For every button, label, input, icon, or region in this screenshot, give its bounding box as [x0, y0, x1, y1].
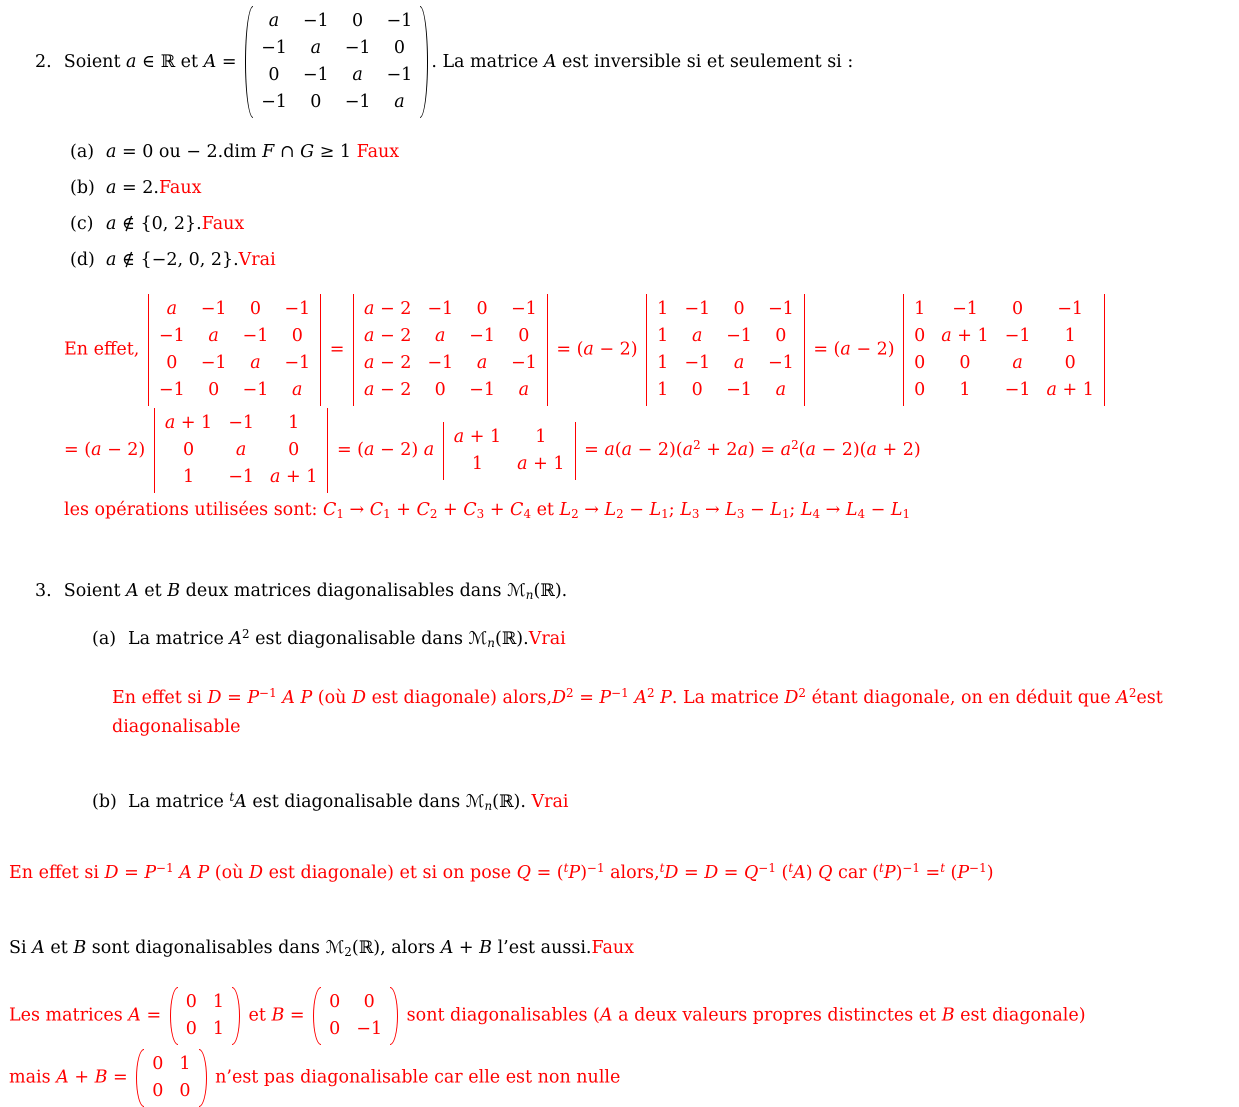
determinant [903, 294, 1105, 406]
matrix-cell: 0 [393, 38, 405, 58]
explanation-3a: En effet si $D = P^{-1}$ A P (où D est diagonale) $alors,D^2 = P^{-1}$ $A^2$ P. La matrice $D^2$ étant diagonale, on en déduit que $A^2est$ diagonalisable [112, 686, 1163, 737]
paren-right-icon [199, 1049, 207, 1107]
matrix-cell: a [292, 380, 303, 400]
matrix-cell: a [268, 11, 280, 31]
det-bar-left-icon [148, 294, 149, 406]
matrix-cell: a [1012, 353, 1023, 373]
matrix-cell: 0 [1064, 353, 1076, 373]
option-d-label: (d) [70, 250, 95, 270]
option-d-text: a ∉ {−2, 0, 2}.Vrai [106, 250, 276, 270]
matrix-cell: 0 [518, 326, 530, 346]
matrix-cell: 1 [182, 467, 195, 487]
paren-left-icon [136, 1049, 144, 1107]
matrix-cell: −1 [261, 38, 287, 58]
matrix-cell: a [692, 326, 703, 346]
matrix-cell: a + 1 [517, 453, 565, 474]
matrix-cell: −1 [684, 299, 711, 319]
matrix-cell: 0 [434, 380, 446, 400]
option-b-label: (b) [70, 178, 95, 198]
matrix-cell: −1 [1004, 380, 1031, 400]
matrix-cell: −1 [200, 299, 227, 319]
option-3a [92, 626, 1239, 654]
determinant [148, 294, 321, 406]
det-bar-left-icon [154, 408, 155, 493]
matrix-cell: −1 [767, 299, 794, 319]
matrix-cell: 0 [914, 380, 926, 400]
option-b-text: a = 2.Faux [106, 178, 202, 198]
matrix [313, 987, 398, 1045]
matrix-cell: −1 [242, 326, 269, 346]
det-bar-left-icon [646, 294, 647, 406]
matrix-cell: 0 [185, 1019, 197, 1039]
matrix-cell: a [733, 353, 745, 373]
matrix-cell: −1 [302, 65, 329, 85]
matrix-cell: −1 [767, 353, 794, 373]
matrix-cell: 0 [182, 440, 195, 460]
matrix-cell: a [310, 38, 321, 58]
option-3b-text: La matrice $^t$A est diagonalisable dans ℳn(ℝ). Vrai [128, 790, 569, 814]
matrix-cell: −1 [228, 413, 255, 433]
operations-line: les opérations utilisées sont: C1 → C1 + C2 + C3 + C4 et L2 → L2 − L1; L3 → L3 − L1; L4 → L4 − L1 [64, 500, 911, 522]
det-bar-right-icon [804, 294, 805, 406]
proof-line-2: = (a − 2) a + 1 −1 1 0 a 0 1 −1 a + 1 = (a − 2) a a + 1 1 1 a + 1 = $a(a - 2)(a^2 + 2a) = a^2(a - 2)(a + 2)$ [64, 408, 1239, 493]
question-3-text: Soient A et B deux matrices diagonalisables dans ℳn(ℝ). [63, 581, 568, 603]
determinant [353, 294, 548, 406]
matrix [136, 1049, 206, 1107]
matrix-cell: 0 [476, 299, 488, 319]
option-c-label: (c) [70, 214, 94, 234]
matrix-cell: a + 1 [1046, 380, 1094, 400]
option-3b [92, 789, 1239, 817]
matrix-cell: 0 [310, 92, 322, 112]
matrix-cell: 0 [733, 299, 745, 319]
paren-right-icon [420, 6, 428, 118]
det-bar-right-icon [1104, 294, 1105, 406]
det-bar-left-icon [903, 294, 904, 406]
det-bar-right-icon [327, 408, 328, 493]
matrix-cell: 1 [959, 380, 971, 400]
question-3-line [35, 578, 1239, 606]
matrix-cell: a [208, 326, 219, 346]
matrix-cell: 0 [166, 353, 178, 373]
matrix [170, 987, 240, 1045]
matrix-cell: 0 [268, 65, 280, 85]
matrix-cell: 0 [914, 353, 926, 373]
matrix-cell: 1 [914, 299, 926, 319]
option-d [70, 242, 1239, 278]
matrix-cell: 1 [657, 299, 669, 319]
matrix-cell: 0 [363, 992, 375, 1012]
matrix-cell: −1 [427, 353, 454, 373]
det-bar-right-icon [320, 294, 321, 406]
paren-left-icon [313, 987, 321, 1045]
matrix-cell: 0 [691, 380, 703, 400]
matrix-cell: a + 1 [164, 413, 213, 433]
option-b [70, 170, 1239, 206]
matrix-cell: 1 [535, 426, 547, 447]
paren-right-icon [232, 987, 240, 1045]
matrix-cell: −1 [427, 299, 454, 319]
matrix-cell: 0 [914, 326, 926, 346]
matrix-cell: −1 [228, 467, 255, 487]
determinant [646, 294, 805, 406]
matrix-cell: a + 1 [453, 426, 502, 447]
matrix-cell: 1 [179, 1054, 191, 1074]
matrix-cell: 0 [1011, 299, 1024, 319]
matrix-cell: −1 [302, 11, 329, 31]
matrix-cell: 0 [249, 299, 262, 319]
paren-left-icon [170, 987, 178, 1045]
matrix-cell: a [476, 353, 488, 373]
matrix-cell: 0 [288, 440, 300, 460]
matrix-cell: −1 [469, 380, 495, 400]
matrix-cell: 0 [775, 326, 787, 346]
matrix-cell: a [352, 65, 363, 85]
option-a-label: (a) [70, 142, 95, 162]
matrix-cell: 0 [291, 326, 303, 346]
paren-left-icon [245, 6, 253, 118]
option-3a-text: La matrice $A^2$ est diagonalisable dans ℳn(ℝ).Vrai [128, 627, 566, 651]
determinant [443, 422, 576, 480]
matrix-cell: 0 [179, 1081, 191, 1101]
matrix-cell: −1 [158, 326, 185, 346]
matrix-cell: 0 [152, 1081, 164, 1101]
matrix-cell: −1 [1004, 326, 1031, 346]
matrix-cell: −1 [284, 353, 311, 373]
matrix-cell: a [166, 299, 178, 319]
matrix-cell: a [235, 440, 247, 460]
matrix-cell: a − 2 [363, 299, 412, 319]
matrix-cell: 0 [152, 1054, 164, 1074]
matrix-cell: a [394, 92, 405, 112]
question-2-options [70, 134, 1239, 278]
det-bar-right-icon [575, 422, 576, 480]
matrix-cell: 1 [657, 380, 669, 400]
determinant [154, 408, 329, 493]
matrix-cell: a − 2 [363, 353, 412, 373]
matrix-cell: 0 [959, 353, 971, 373]
matrix-cell: −1 [344, 92, 371, 112]
proof-line-1: En effet, a −1 0 −1 −1 a −1 0 0 −1 a −1 −1 0 −1 a = a − 2 −1 0 −1 a − 2 a −1 0 a − 2 −1 a −1 a − 2 0 −1 a = (a − 2) 1 −1 0 −1 1 a −1 0 1 −1 a −1 1 0 −1 a = (a − 2) 1 −1 0 −1 0 a + 1 −1 1 0 0 a 0 0 1 −1 a + 1 [64, 294, 1239, 406]
matrix-cell: 1 [471, 453, 484, 474]
matrix-cell: a [775, 380, 787, 400]
det-bar-right-icon [547, 294, 548, 406]
matrix [245, 6, 428, 118]
option-3a-label: (a) [92, 629, 117, 649]
question-3-number: 3. [35, 581, 52, 601]
matrix-cell: a [250, 353, 261, 373]
matrix-cell: −1 [510, 353, 537, 373]
matrix-cell: 1 [657, 353, 669, 373]
matrix-cell: 1 [288, 413, 300, 433]
matrix-cell: a [435, 326, 446, 346]
option-c [70, 206, 1239, 242]
matrix-cell: 1 [1064, 326, 1076, 346]
matrix-cell: a − 2 [363, 326, 412, 346]
matrix-cell: 0 [208, 380, 220, 400]
matrix-cell: 0 [329, 992, 341, 1012]
matrix-cell: −1 [356, 1019, 383, 1039]
matrix-cell: −1 [386, 11, 413, 31]
matrix-cell: 0 [329, 1019, 341, 1039]
option-a-text: a = 0 ou − 2.dim F ∩ G ≥ 1 Faux [106, 142, 400, 162]
question-3 [0, 578, 1239, 1107]
question-2-number: 2. [35, 51, 52, 72]
matrix-cell: a + 1 [270, 467, 318, 487]
matrix-cell: −1 [1057, 299, 1084, 319]
matrix-cell: −1 [386, 65, 413, 85]
matrix-cell: −1 [952, 299, 978, 319]
matrix-cell: −1 [469, 326, 495, 346]
matrix-cell: a − 2 [363, 380, 412, 400]
matrix-cell: 1 [657, 326, 669, 346]
option-a [70, 134, 1239, 170]
question-2-text: Soient a ∈ ℝ et A = a −1 0 −1 −1 a −1 0 0 −1 a −1 −1 0 −1 a . La matrice A est inversible si et seulement si : [64, 52, 854, 72]
matrix-cell: 1 [212, 992, 224, 1012]
option-3b-label: (b) [92, 792, 117, 812]
question-2 [0, 6, 1239, 526]
explanation-sum-2: mais A + B = 0 1 0 0 n’est pas diagonalisable car elle est non nulle [9, 1049, 1239, 1107]
matrix-cell: 1 [212, 1019, 224, 1039]
matrix-cell: −1 [344, 38, 371, 58]
paren-right-icon [390, 987, 398, 1045]
matrix-cell: −1 [726, 326, 752, 346]
matrix-cell: −1 [158, 380, 185, 400]
matrix-cell: 0 [185, 992, 197, 1012]
question-2-proof [64, 294, 1239, 526]
matrix-cell: −1 [510, 299, 537, 319]
explanation-sum-1: Les matrices A = 0 1 0 1 et B = 0 0 0 −1 sont diagonalisables (A a deux valeurs propres distinctes et B est diagonale) [9, 987, 1239, 1045]
matrix-cell: −1 [200, 353, 227, 373]
question-2-line [35, 6, 1239, 118]
matrix-cell: −1 [284, 299, 311, 319]
matrix-cell: −1 [242, 380, 269, 400]
det-bar-left-icon [443, 422, 444, 480]
matrix-cell: −1 [726, 380, 752, 400]
matrix-cell: 0 [352, 11, 364, 31]
statement-sum-diagonalisable: Si A et B sont diagonalisables dans ℳ2(ℝ), alors A + B l’est aussi.Faux [9, 938, 635, 960]
explanation-3b: En effet si $D = P^{-1}$ A P (où D est diagonale) et si on pose $Q = (^tP)^{-1}$ alors,$^t$D = $D = Q^{-1}$ ($^t$A) Q car $(^tP)^{-1} =^t$ $(P^{-1})$ [9, 861, 994, 883]
matrix-cell: −1 [261, 92, 287, 112]
det-bar-left-icon [353, 294, 354, 406]
matrix-cell: −1 [684, 353, 711, 373]
matrix-cell: a + 1 [941, 326, 989, 346]
option-c-text: a ∉ {0, 2}.Faux [106, 214, 245, 234]
matrix-cell: a [518, 380, 530, 400]
